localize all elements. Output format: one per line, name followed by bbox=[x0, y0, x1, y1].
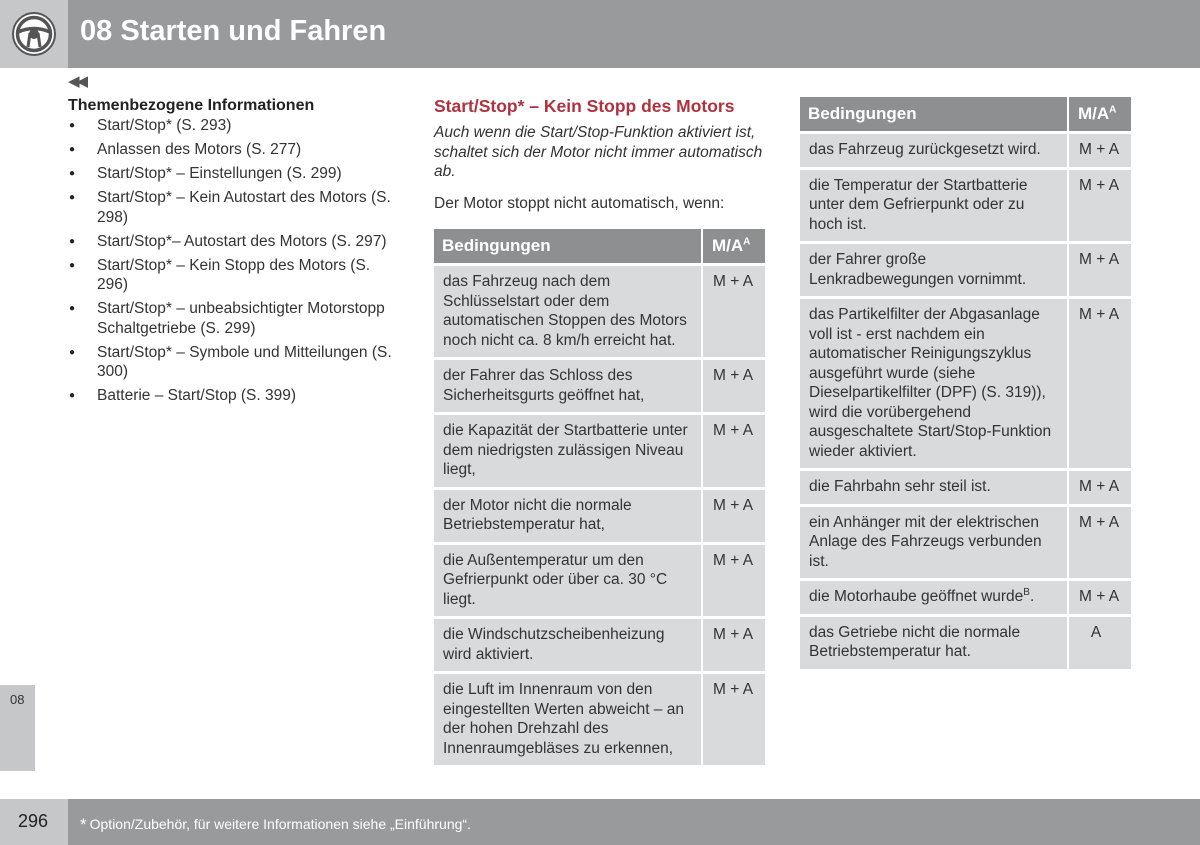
column-header-ma-text: M/A bbox=[1078, 104, 1110, 123]
table-header-row bbox=[434, 229, 765, 263]
condition-cell: das Getriebe nicht die normale Betriebstemperatur hat. bbox=[800, 614, 1067, 669]
table-row bbox=[800, 131, 1131, 167]
related-link[interactable]: ● Batterie – Start/Stop (S. 399) bbox=[68, 386, 398, 406]
related-link[interactable]: ● Start/Stop* – unbeabsichtigter Motorstopp Schaltgetriebe (S. 299) bbox=[68, 299, 398, 338]
back-arrows-icon[interactable]: ◀◀ bbox=[68, 73, 86, 90]
ma-cell: M + A bbox=[701, 263, 765, 357]
table-row bbox=[434, 357, 765, 412]
related-link[interactable]: ● Start/Stop* – Kein Autostart des Motors (S. 298) bbox=[68, 188, 398, 227]
ma-cell: M + A bbox=[1067, 468, 1131, 504]
condition-cell: ein Anhänger mit der elektrischen Anlage des Fahrzeugs verbunden ist. bbox=[800, 504, 1067, 579]
ma-cell: M + A bbox=[1067, 167, 1131, 242]
column-header-ma bbox=[701, 229, 765, 263]
ma-cell: M + A bbox=[1067, 504, 1131, 579]
ma-cell: M + A bbox=[701, 357, 765, 412]
section-body: Der Motor stoppt nicht automatisch, wenn: bbox=[434, 194, 725, 212]
section-intro: Auch wenn die Start/Stop-Funktion aktiviert ist, schaltet sich der Motor nicht immer automatisch ab. bbox=[434, 124, 763, 180]
condition-text: die Motorhaube geöffnet wurde bbox=[809, 588, 1024, 605]
condition-cell: das Partikelfilter der Abgasanlage voll ist - erst nachdem ein automatischer Reinigungszyklus ausgeführt wurde (siehe Dieselpartikelfilter (DPF) (S. 319)), wird die vorübergehend ausgeschaltete Start/Stop-Funktion wieder aktiviert. bbox=[800, 296, 1067, 468]
ma-cell: M + A bbox=[1067, 241, 1131, 296]
ma-cell: M + A bbox=[701, 542, 765, 617]
ma-cell: M + A bbox=[701, 671, 765, 765]
condition-cell: die Außentemperatur um den Gefrierpunkt oder über ca. 30 °C liegt. bbox=[434, 542, 701, 617]
footer-note bbox=[80, 814, 471, 834]
related-info-heading: Themenbezogene Informationen bbox=[68, 97, 315, 114]
related-info-list bbox=[68, 116, 398, 406]
table-header-row bbox=[800, 97, 1131, 131]
table-row bbox=[434, 542, 765, 617]
ma-cell: M + A bbox=[1067, 131, 1131, 167]
ma-cell: M + A bbox=[701, 487, 765, 542]
table-row bbox=[434, 412, 765, 487]
table-row bbox=[800, 241, 1131, 296]
condition-cell bbox=[800, 578, 1067, 614]
column-header-ma-footnote: A bbox=[1109, 104, 1117, 116]
table-row bbox=[434, 263, 765, 357]
condition-cell: die Windschutzscheibenheizung wird aktiviert. bbox=[434, 616, 701, 671]
main-section bbox=[434, 96, 766, 213]
condition-cell: die Kapazität der Startbatterie unter dem niedrigsten zulässigen Niveau liegt, bbox=[434, 412, 701, 487]
column-header-ma-footnote: A bbox=[743, 236, 751, 248]
table-row bbox=[800, 578, 1131, 614]
condition-cell: die Fahrbahn sehr steil ist. bbox=[800, 468, 1067, 504]
condition-cell: der Fahrer große Lenkradbewegungen vornimmt. bbox=[800, 241, 1067, 296]
ma-cell: M + A bbox=[1067, 578, 1131, 614]
ma-cell: M + A bbox=[701, 412, 765, 487]
condition-cell: die Temperatur der Startbatterie unter dem Gefrierpunkt oder zu hoch ist. bbox=[800, 167, 1067, 242]
condition-cell: der Motor nicht die normale Betriebstemperatur hat, bbox=[434, 487, 701, 542]
condition-suffix: . bbox=[1029, 588, 1035, 605]
footer-note-text: Option/Zubehör, für weitere Informationen siehe „Einführung“. bbox=[89, 816, 471, 832]
table-row bbox=[800, 614, 1131, 669]
column-header-ma bbox=[1067, 97, 1131, 131]
conditions-table bbox=[800, 97, 1131, 669]
table-row bbox=[800, 504, 1131, 579]
footer-star: * bbox=[80, 815, 87, 834]
table-row bbox=[800, 296, 1131, 468]
table-row bbox=[800, 468, 1131, 504]
column-header-conditions: Bedingungen bbox=[800, 97, 1067, 131]
chapter-title: 08 Starten und Fahren bbox=[80, 15, 387, 47]
page-number: 296 bbox=[18, 811, 49, 831]
condition-cell: die Luft im Innenraum von den eingestellten Werten abweicht – an der hohen Drehzahl des Innenraumgebläses zu erkennen, bbox=[434, 671, 701, 765]
table-row bbox=[434, 671, 765, 765]
steering-wheel-icon bbox=[0, 0, 68, 68]
condition-cell: der Fahrer das Schloss des Sicherheitsgurts geöffnet hat, bbox=[434, 357, 701, 412]
column-header-ma-text: M/A bbox=[712, 236, 744, 255]
column-header-conditions: Bedingungen bbox=[434, 229, 701, 263]
ma-cell: A bbox=[1067, 614, 1131, 669]
related-link[interactable]: ● Anlassen des Motors (S. 277) bbox=[68, 140, 398, 160]
related-link[interactable]: ● Start/Stop*– Autostart des Motors (S. 297) bbox=[68, 232, 398, 252]
section-title: Start/Stop* – Kein Stopp des Motors bbox=[434, 96, 735, 116]
table-row bbox=[434, 616, 765, 671]
ma-cell: M + A bbox=[701, 616, 765, 671]
related-link[interactable]: ● Start/Stop* (S. 293) bbox=[68, 116, 398, 136]
ma-cell: M + A bbox=[1067, 296, 1131, 468]
related-link[interactable]: ● Start/Stop* – Symbole und Mitteilungen (S. 300) bbox=[68, 343, 398, 382]
footnote-marker: B bbox=[1023, 586, 1030, 598]
condition-cell: das Fahrzeug zurückgesetzt wird. bbox=[800, 131, 1067, 167]
chapter-side-tab-label: 08 bbox=[10, 692, 25, 707]
table-row bbox=[434, 487, 765, 542]
related-link[interactable]: ● Start/Stop* – Kein Stopp des Motors (S. 296) bbox=[68, 256, 398, 295]
chapter-icon-box bbox=[0, 0, 68, 68]
conditions-table bbox=[434, 229, 765, 765]
conditions-table-1 bbox=[434, 229, 765, 765]
table-row bbox=[800, 167, 1131, 242]
conditions-table-2 bbox=[800, 97, 1131, 669]
related-info-section bbox=[68, 97, 398, 410]
related-link[interactable]: ● Start/Stop* – Einstellungen (S. 299) bbox=[68, 164, 398, 184]
condition-cell: das Fahrzeug nach dem Schlüsselstart oder dem automatischen Stoppen des Motors noch nicht ca. 8 km/h erreicht hat. bbox=[434, 263, 701, 357]
